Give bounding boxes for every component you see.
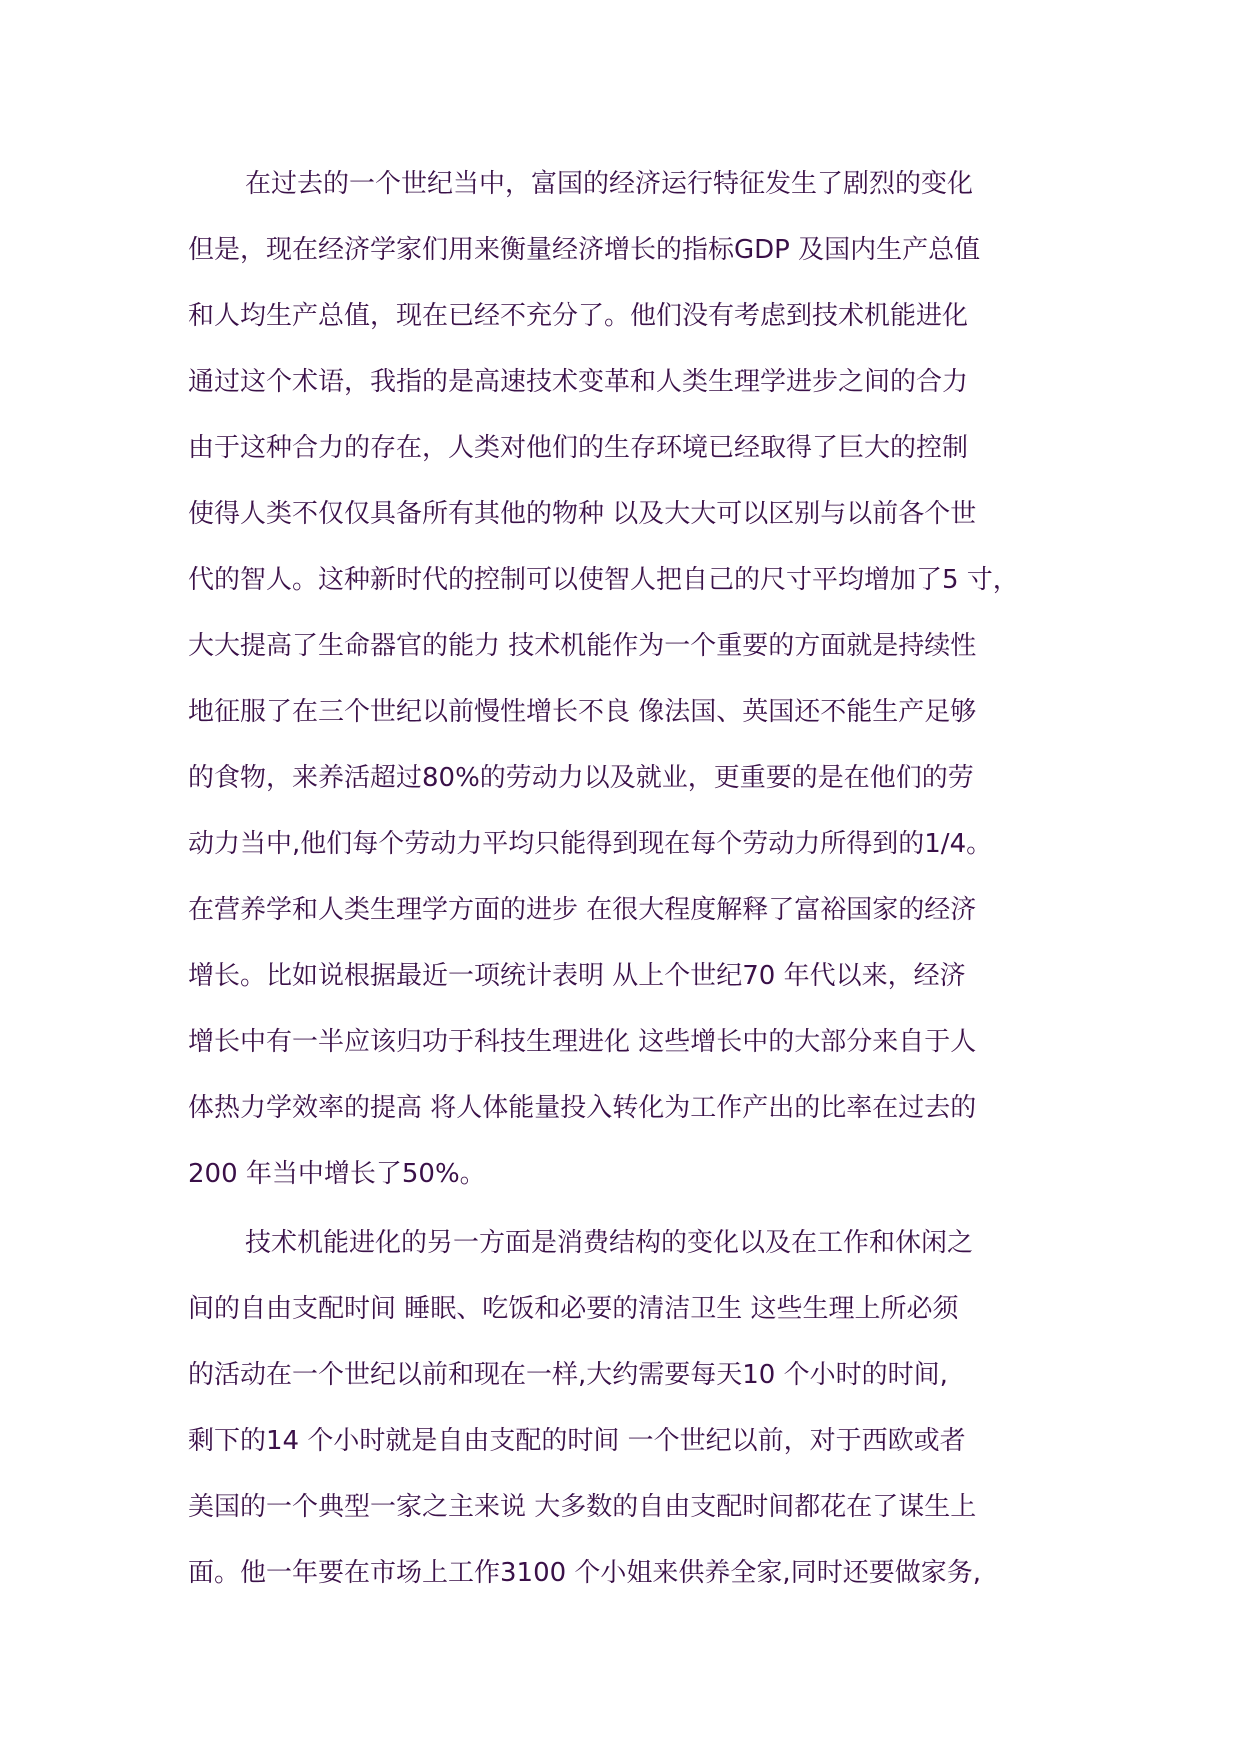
paragraph-1 — [188, 151, 1068, 1207]
paragraph-line: 在营养学和人类生理学方面的进步 在很大程度解释了富裕国家的经济 — [188, 895, 977, 925]
paragraph-line: 增长。比如说根据最近一项统计表明 从上个世纪70 年代以来，经济 — [188, 961, 966, 991]
paragraph-line: 的食物，来养活超过80%的劳动力以及就业，更重要的是在他们的劳 — [188, 763, 974, 793]
paragraph-line: 地征服了在三个世纪以前慢性增长不良 像法国、英国还不能生产足够 — [188, 697, 977, 727]
paragraph-line: 但是，现在经济学家们用来衡量经济增长的指标GDP 及国内生产总值 — [188, 235, 981, 265]
paragraph-line: 剩下的14 个小时就是自由支配的时间 一个世纪以前，对于西欧或者 — [188, 1426, 966, 1456]
paragraph-line: 通过这个术语，我指的是高速技术变革和人类生理学进步之间的合力 — [188, 367, 969, 397]
paragraph-line: 和人均生产总值，现在已经不充分了。他们没有考虑到技术机能进化 — [188, 301, 969, 331]
paragraph-line: 美国的一个典型一家之主来说 大多数的自由支配时间都花在了谋生上 — [188, 1492, 977, 1522]
paragraph-line: 面。他一年要在市场上工作3100 个小姐来供养全家,同时还要做家务, — [188, 1558, 981, 1588]
paragraph-line: 间的自由支配时间 睡眠、吃饭和必要的清洁卫生 这些生理上所必须 — [188, 1294, 959, 1324]
paragraph-line: 代的智人。这种新时代的控制可以使智人把自己的尺寸平均增加了5 寸， — [188, 565, 1019, 595]
paragraph-line: 200 年当中增长了50%。 — [188, 1159, 486, 1189]
paragraph-line: 由于这种合力的存在，人类对他们的生存环境已经取得了巨大的控制 — [188, 433, 969, 463]
paragraph-2 — [188, 1210, 1068, 1606]
paragraph-line: 的活动在一个世纪以前和现在一样,大约需要每天10 个小时的时间, — [188, 1360, 948, 1390]
paragraph-line: 增长中有一半应该归功于科技生理进化 这些增长中的大部分来自于人 — [188, 1027, 977, 1057]
paragraph-line: 技术机能进化的另一方面是消费结构的变化以及在工作和休闲之 — [245, 1228, 974, 1258]
paragraph-line: 大大提高了生命器官的能力 技术机能作为一个重要的方面就是持续性 — [188, 631, 977, 661]
paragraph-line: 使得人类不仅仅具备所有其他的物种 以及大大可以区别与以前各个世 — [188, 499, 977, 529]
paragraph-line: 动力当中,他们每个劳动力平均只能得到现在每个劳动力所得到的1/4。 — [188, 829, 993, 859]
paragraph-line: 体热力学效率的提高 将人体能量投入转化为工作产出的比率在过去的 — [188, 1093, 977, 1123]
paragraph-line: 在过去的一个世纪当中，富国的经济运行特征发生了剧烈的变化 — [245, 169, 974, 199]
